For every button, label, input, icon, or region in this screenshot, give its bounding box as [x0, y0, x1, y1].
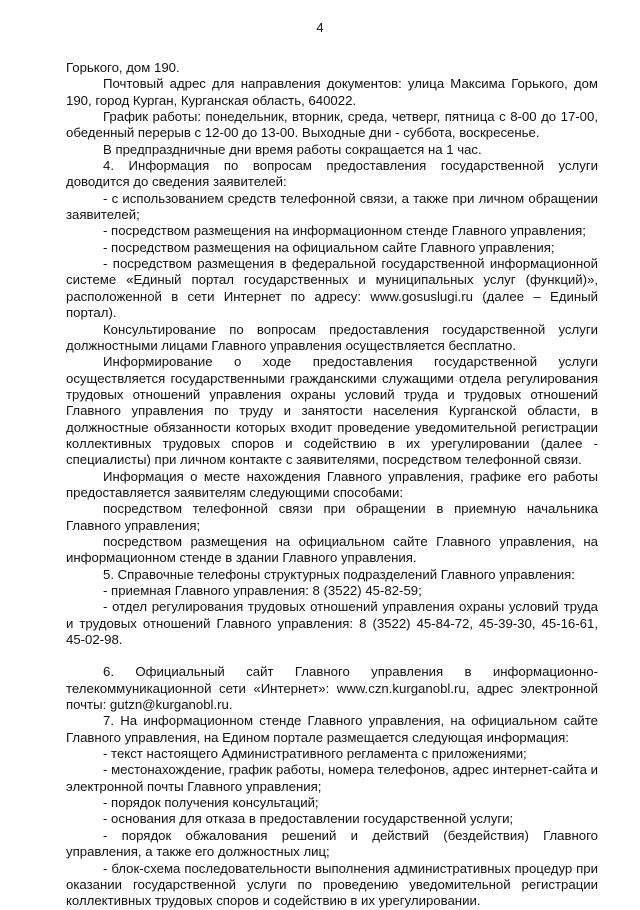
paragraph: 6. Официальный сайт Главного управления в информационно-телекоммуникационной сети «Интернет»: www.czn.kurganobl.ru, адрес электронной почты: gutzn@kurganobl.ru.: [66, 664, 598, 713]
paragraph: - порядок обжалования решений и действий (бездействия) Главного управления, а также его должностных лиц;: [66, 827, 598, 860]
paragraph: - порядок получения консультаций;: [103, 795, 319, 811]
paragraph: - посредством размещения в федеральной государственной информационной системе «Единый портал государственных и муниципальных услуг (функций)», расположенной в сети Интернет по адресу: www.gosuslugi.ru (далее – Единый портал).: [66, 256, 598, 321]
paragraph: График работы: понедельник, вторник, среда, четверг, пятница с 8-00 до 17-00, обеденный перерыв с 12-00 до 13-00. Выходные дни - суббота, воскресенье.: [66, 109, 598, 141]
paragraph: - основания для отказа в предоставлении государственной услуги;: [103, 811, 514, 827]
paragraph: - с использованием средств телефонной связи, а также при личном обращении заявителей;: [66, 190, 598, 223]
paragraph: посредством размещения на официальном сайте Главного управления, на информационном стенде в здании Главного управления.: [66, 533, 598, 566]
paragraph: Горького, дом 190.: [66, 60, 180, 75]
paragraph: - текст настоящего Административного регламента с приложениями;: [103, 746, 527, 762]
paragraph: Информация о месте нахождения Главного управления, графике его работы предоставляется заявителям следующими способами:: [66, 468, 598, 500]
paragraph: посредством телефонной связи при обращении в приемную начальника Главного управления;: [66, 501, 598, 533]
paragraph: В предпраздничные дни время работы сокращается на 1 час.: [103, 141, 482, 157]
paragraph: - блок-схема последовательности выполнения административных процедур при оказании государственной услуги по проведению уведомительной регистрации коллективных трудовых споров и содействию в их урегулировании.: [66, 860, 598, 909]
paragraph: Информирование о ходе предоставления государственной услуги осуществляется государственными гражданскими служащими отдела регулирования трудовых отношений управления охраны условий труда и трудовых отношений Главного управления по труду и занятости населения Курганской области, в должностные обязанности которых входит проведение уведомительной регистрации коллективных трудовых споров и содействию в их урегулировании (далее - специалисты) при личном контакте с заявителями, посредством телефонной связи.: [66, 354, 598, 468]
paragraph: - местонахождение, график работы, номера телефонов, адрес интернет-сайта и электронной почты Главного управления;: [66, 762, 598, 794]
paragraph: - отдел регулирования трудовых отношений управления охраны условий труда и трудовых отношений Главного управления: 8 (3522) 45-84-72, 45-39-30, 45-16-61, 45-02-98.: [66, 599, 598, 648]
paragraph: - посредством размещения на информационном стенде Главного управления;: [103, 223, 586, 239]
paragraph: 4. Информация по вопросам предоставления государственной услуги доводится до сведения заявителей:: [66, 158, 598, 190]
paragraph: 7. На информационном стенде Главного управления, на официальном сайте Главного управления, на Едином портале размещается следующая информация:: [66, 713, 598, 745]
paragraph: Консультирование по вопросам предоставления государственной услуги должностными лицами Главного управления осуществляется бесплатно.: [66, 321, 598, 353]
paragraph: 5. Справочные телефоны структурных подразделений Главного управления:: [103, 566, 575, 582]
paragraph: Почтовый адрес для направления документов: улица Максима Горького, дом 190, город Курган, Курганская область, 640022.: [66, 76, 598, 108]
paragraph: - посредством размещения на официальном сайте Главного управления;: [103, 239, 555, 255]
document-body: [66, 60, 598, 910]
paragraph: - приемная Главного управления: 8 (3522) 45-82-59;: [103, 583, 422, 598]
page-number: 4: [316, 20, 324, 35]
